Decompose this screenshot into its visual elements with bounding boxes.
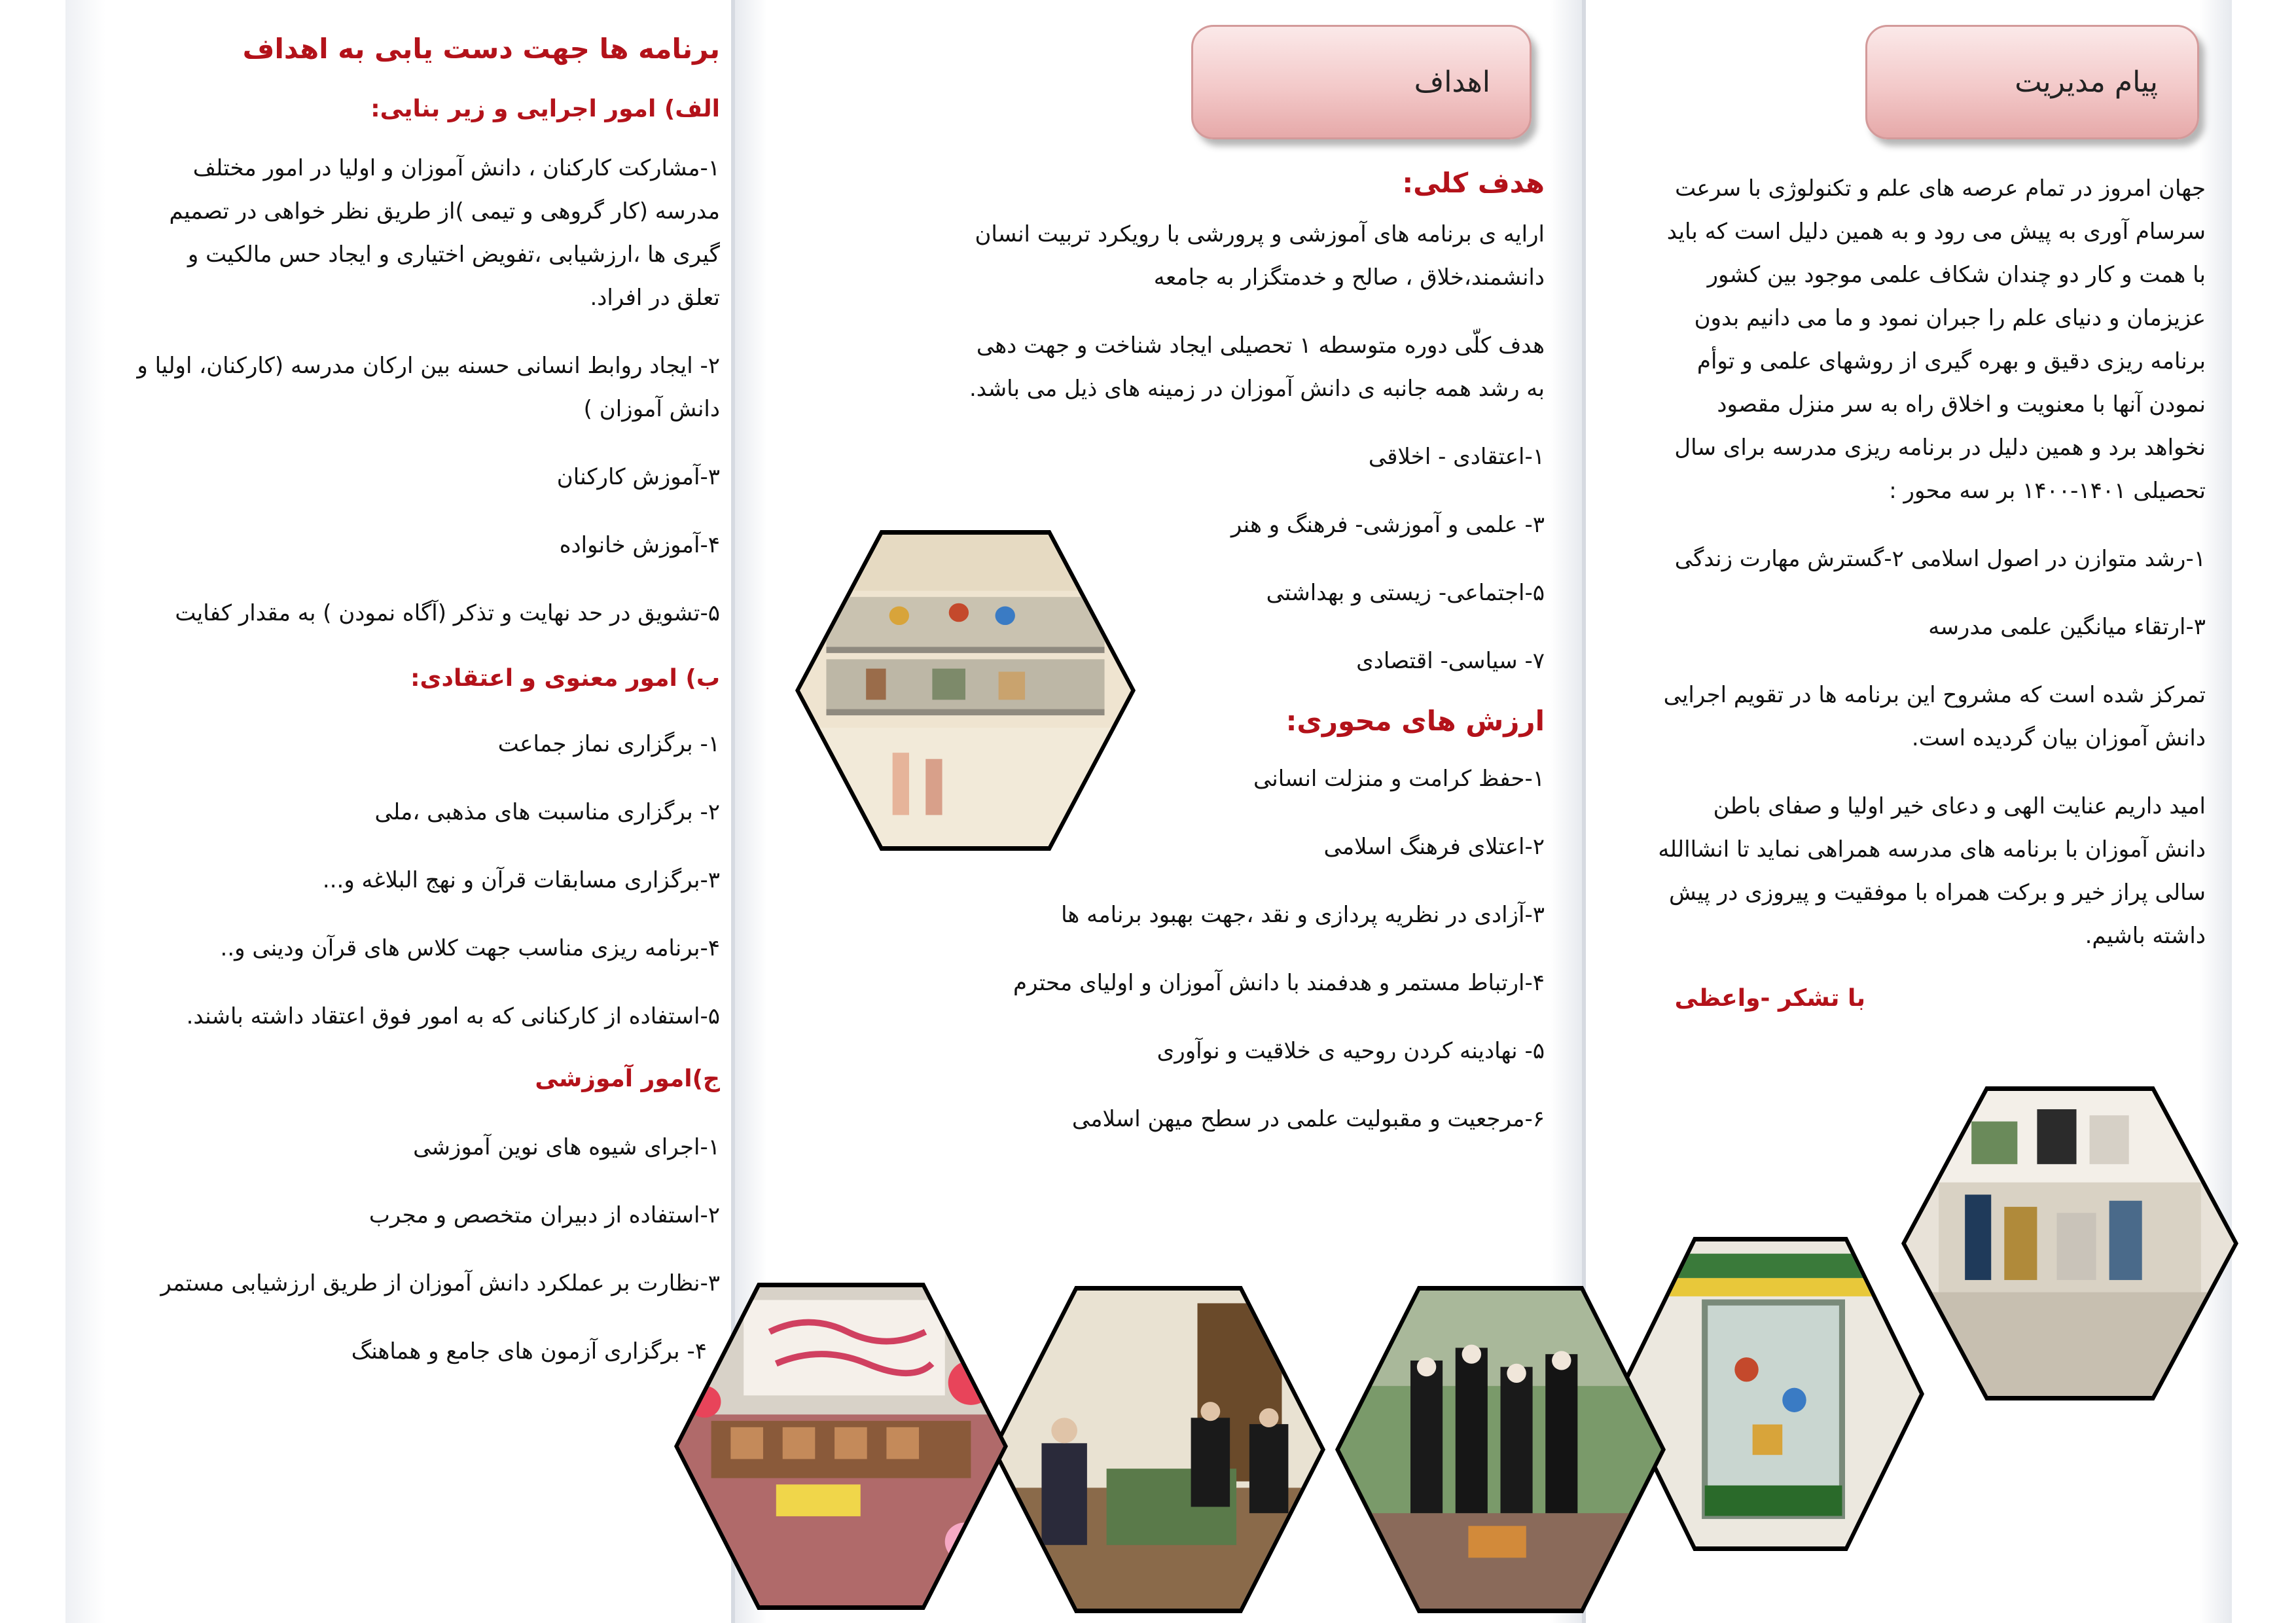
message-paragraph-3	[1649, 785, 2206, 957]
text-line: سرسام آوری به پیش می رود و به همین دلیل است که باید	[1666, 219, 2206, 245]
programs-title: برنامه ها جهت دست یابی به اهداف	[242, 33, 720, 65]
core-value-item: ۱-حفظ کرامت و منزلت انسانی	[1253, 766, 1545, 792]
list-item: ۵-استفاده از کارکنانی که به امور فوق اعتقاد داشته باشند.	[186, 1003, 720, 1029]
text-line: دانش آموزان )	[583, 396, 720, 422]
text-line: نمودن آنها با معنویت و اخلاق راه به سر منزل مقصود	[1717, 391, 2206, 418]
text-line: دانش آموزان با برنامه های مدرسه همراهی نماید تا انشاالله	[1658, 836, 2206, 863]
text-line: امید داریم عنایت الهی و دعای خیر اولیا و صفای باطن	[1713, 793, 2206, 819]
text-line: دانش آموزان بیان گردیده است.	[1911, 725, 2206, 751]
text-line: تمرکز شده است که مشروح این برنامه ها در تقویم اجرایی	[1663, 682, 2206, 708]
management-message-header	[1865, 25, 2199, 139]
core-value-item: ۴-ارتباط مستمر و هدفمند با دانش آموزان و اولیای محترم	[1013, 970, 1545, 996]
list-item: ۵-تشویق در حد نهایت و تذکر (آگاه نمودن ) به مقدار کفایت	[175, 600, 720, 626]
text-line: ۱-مشارکت کارکنان ، دانش آموزان و اولیا در امور مختلف	[192, 155, 720, 181]
goals-header	[1191, 25, 1532, 139]
text-line: تحصیلی ۱۴۰۱-۱۴۰۰ بر سه محور :	[1889, 478, 2206, 504]
general-goal-title: هدف کلی:	[1402, 167, 1545, 199]
message-paragraph-1	[1649, 167, 2206, 512]
section-a-title: الف) امور اجرایی و زیر بنایی:	[370, 96, 720, 122]
text-line: برنامه ریزی دقیق و بهره گیری از روشهای علمی و توأم	[1696, 348, 2206, 374]
list-item: ۱-اجرای شیوه های نوین آموزشی	[413, 1134, 720, 1160]
text-line: تعلق در افراد.	[590, 285, 720, 311]
domain-item: ۷- سیاسی- اقتصادی	[1356, 648, 1545, 674]
text-line: دانشمند،خلاق ، صالح و خدمتگزار به جامعه	[1153, 264, 1545, 291]
text-line: به رشد همه جانبه ی دانش آموزان در زمینه های ذیل می باشد.	[969, 376, 1545, 402]
text-line: گیری ها ،ارزشیابی ،تفویض اختیاری و ایجاد حس مالکیت و	[187, 241, 720, 268]
text-line: ارایه ی برنامه های آموزشی و پرورشی با رویکرد تربیت انسان	[975, 221, 1545, 247]
list-item: ۲-استفاده از دبیران متخصص و مجرب	[368, 1202, 720, 1228]
text-line: ۲- ایجاد روابط انسانی حسنه بین ارکان مدرسه (کارکنان، اولیا و	[137, 353, 720, 379]
text-line: سالی پراز خیر و برکت همراه با موفقیت و پیروزی در پیش	[1668, 880, 2206, 906]
list-item: ۴-آموزش خانواده	[559, 532, 720, 558]
signature: با تشکر -واعظی	[1674, 985, 1865, 1012]
text-line: عزیزمان و دنیای علم را جبران نمود و ما می دانیم بدون	[1694, 305, 2206, 331]
core-value-item: ۲-اعتلای فرهنگ اسلامی	[1323, 834, 1545, 860]
programs-body	[118, 26, 720, 1373]
list-item: ۳-نظارت بر عملکرد دانش آموزان از طریق ارزشیابی مستمر	[160, 1270, 720, 1296]
core-values-title: ارزش های محوری:	[1285, 705, 1545, 737]
axis-item: ۱-رشد متوازن در اصول اسلامی ۲-گسترش مهارت زندگی	[1674, 546, 2206, 572]
section-b-title: ب) امور معنوی و اعتقادی:	[410, 665, 720, 692]
management-message-title: پیام مدیریت	[2015, 65, 2158, 99]
core-value-item: ۵- نهادینه کردن روحیه ی خلاقیت و نوآوری	[1157, 1038, 1545, 1064]
section-c-title: ج)امور آموزشی	[535, 1065, 720, 1092]
text-line: داشته باشیم.	[2085, 923, 2206, 949]
list-item: ۳-برگزاری مسابقات قرآن و نهج البلاغه و...	[322, 867, 720, 893]
list-item: ۲- برگزاری مناسبت های مذهبی ،ملی	[374, 799, 720, 825]
domain-item: ۵-اجتماعی- زیستی و بهداشتی	[1266, 580, 1545, 606]
text-line: جهان امروز در تمام عرصه های علم و تکنولوژی با سرعت	[1675, 175, 2206, 202]
core-value-item: ۳-آزادی در نظریه پردازی و نقد ،جهت بهبود برنامه ها	[1061, 902, 1545, 928]
axis-item: ۳-ارتقاء میانگین علمی مدرسه	[1928, 614, 2206, 640]
domain-item: ۳- علمی و آموزشی- فرهنگ و هنر	[1230, 512, 1545, 538]
core-value-item: ۶-مرجعیت و مقبولیت علمی در سطح میهن اسلامی	[1071, 1106, 1545, 1132]
list-item: ۴- برگزاری آزمون های جامع و هماهنگ	[351, 1338, 707, 1364]
list-item: ۳-آموزش کارکنان	[556, 464, 720, 490]
goals-title: اهداف	[1414, 65, 1490, 99]
text-line: هدف کلّی دوره متوسطه ۱ تحصیلی ایجاد شناخت و جهت دهی	[976, 332, 1545, 359]
domain-item: ۱-اعتقادی - اخلاقی	[1368, 444, 1545, 470]
text-line: با همت و کار دو چندان شکاف علمی موجود بین کشور	[1707, 262, 2206, 288]
message-paragraph-2	[1649, 673, 2206, 760]
text-line: مدرسه (کار گروهی و تیمی )از طریق نظر خواهی در تصمیم	[169, 198, 720, 224]
list-item: ۴-برنامه ریزی مناسب جهت کلاس های قرآن ودینی و..	[220, 935, 720, 961]
management-message-body	[1649, 167, 2206, 1020]
text-line: نخواهد برد و همین دلیل در برنامه ریزی مدرسه برای سال	[1674, 435, 2206, 461]
list-item: ۱- برگزاری نماز جماعت	[497, 731, 720, 757]
